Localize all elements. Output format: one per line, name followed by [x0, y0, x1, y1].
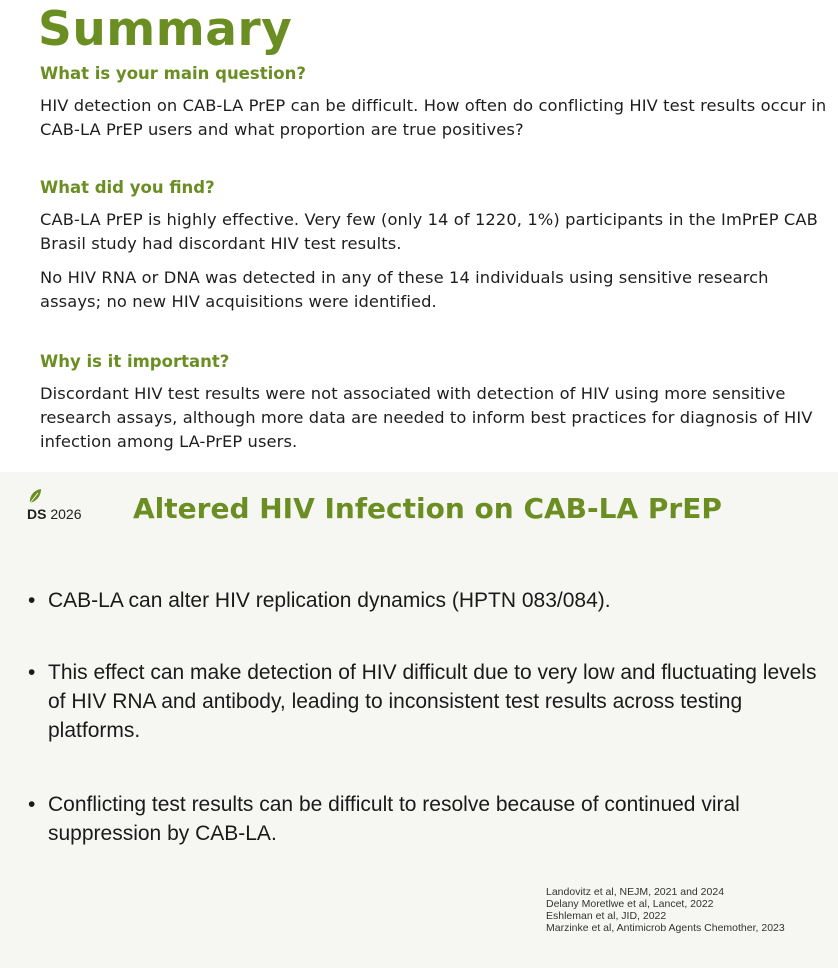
logo-year: 2026: [46, 506, 82, 522]
answer-find-1: CAB-LA PrEP is highly effective. Very few (only 14 of 1220, 1%) participants in the ImPrEP CAB Brasil study had discordant HIV test results.: [40, 210, 818, 253]
answer-find-2: No HIV RNA or DNA was detected in any of these 14 individuals using sensitive research assays; no new HIV acquisitions were identified.: [40, 268, 769, 311]
bullet-text: Conflicting test results can be difficult to resolve because of continued viral suppression by CAB-LA.: [48, 793, 740, 845]
answer-important: Discordant HIV test results were not associated with detection of HIV using more sensitive research assays, although more data are needed to inform best practices for diagnosis of HIV infection among LA-PrEP users.: [40, 384, 813, 451]
bullet-text: CAB-LA can alter HIV replication dynamics (HPTN 083/084).: [48, 589, 611, 612]
question-important: Why is it important?: [40, 352, 230, 371]
answer-main: HIV detection on CAB-LA PrEP can be difficult. How often do conflicting HIV test results occur in CAB-LA PrEP users and what proportion are true positives?: [40, 96, 827, 139]
bullet-item: [28, 790, 828, 848]
reference-item: Delany Moretlwe et al, Lancet, 2022: [546, 898, 714, 910]
reference-item: Marzinke et al, Antimicrob Agents Chemother, 2023: [546, 922, 785, 934]
question-find: What did you find?: [40, 178, 215, 197]
references: [546, 886, 785, 934]
reference-item: Landovitz et al, NEJM, 2021 and 2024: [546, 886, 725, 898]
logo-bold-text: DS: [27, 506, 47, 522]
summary-title: Summary: [38, 2, 293, 57]
bullet-item: [28, 658, 828, 745]
bullet-item: [28, 586, 828, 615]
bullet-icon: •: [28, 661, 36, 684]
bullet-text: This effect can make detection of HIV difficult due to very low and fluctuating levels of HIV RNA and antibody, leading to inconsistent test results across testing platforms.: [48, 661, 817, 742]
conference-logo: [27, 506, 82, 522]
reference-item: Eshleman et al, JID, 2022: [546, 910, 667, 922]
bullet-icon: •: [28, 589, 36, 612]
question-main: What is your main question?: [40, 64, 306, 83]
leaf-logo-icon: [28, 488, 42, 504]
bullet-icon: •: [28, 793, 36, 816]
slide-title: Altered HIV Infection on CAB-LA PrEP: [133, 492, 722, 525]
summary-panel: [0, 0, 838, 472]
